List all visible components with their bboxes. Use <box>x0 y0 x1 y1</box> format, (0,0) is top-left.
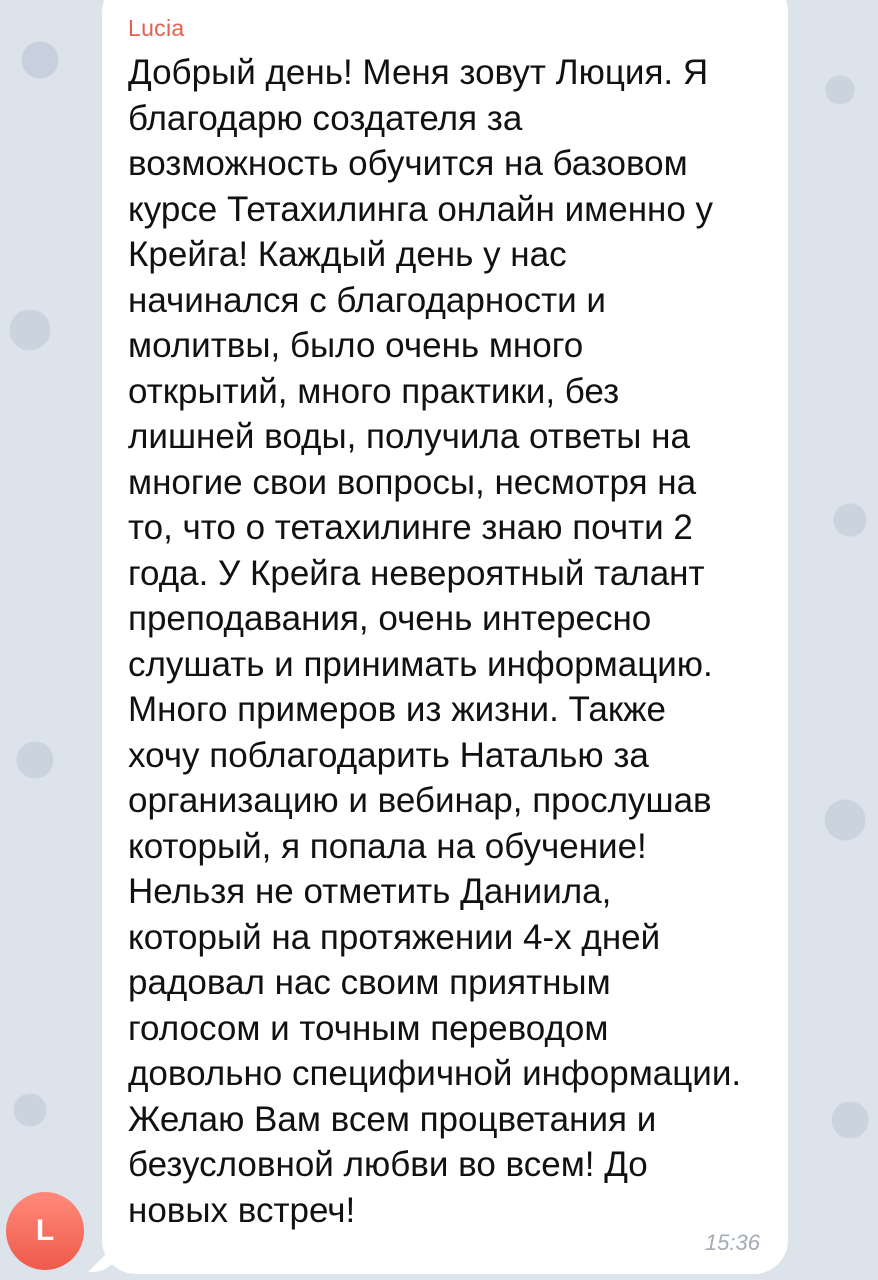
sender-name[interactable]: Lucia <box>128 15 185 41</box>
message-text: Добрый день! Меня зовут Люция. Я благодарю создателя за возможность обучится на базовом курсе Тетахилинга онлайн именно у Крейга! Каждый день у нас начинался с благодарности и молитвы, было очень много открытий, много практики, без лишней воды, получила ответы на многие свои вопросы, несмотря на то, что о тетахилинге знаю почти 2 года. У Крейга невероятный талант преподавания, очень интересно слушать и принимать информацию. Много примеров из жизни. Также хочу поблагодарить Наталью за организацию и вебинар, прослушав который, я попала на обучение! Нельзя не отметить Даниила, который на протяжении 4-х дней радовал нас своим приятным голосом и точным переводом довольно специфичной информации. Желаю Вам всем процветания и безусловной любви во всем! До новых встреч! <box>128 53 742 1230</box>
avatar[interactable] <box>6 1192 84 1270</box>
avatar-initial: L <box>35 1214 55 1247</box>
message-timestamp: 15:36 <box>704 1230 760 1255</box>
message-bubble[interactable] <box>102 0 788 1274</box>
